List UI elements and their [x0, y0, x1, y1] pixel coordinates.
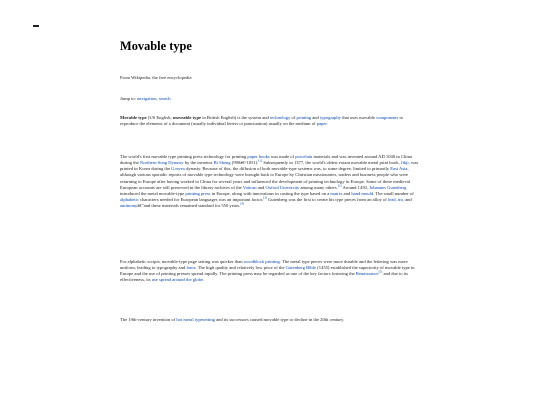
inline-link[interactable]: tin — [397, 197, 403, 203]
inline-link[interactable]: antimony — [120, 203, 138, 209]
inline-link[interactable]: hot metal typesetting — [176, 317, 215, 322]
inline-link[interactable]: hand mould — [351, 190, 374, 196]
footnote-ref-link[interactable]: [1] — [258, 158, 263, 163]
inline-link[interactable]: paper — [316, 121, 327, 127]
paragraph-decline — [120, 317, 420, 323]
inline-link[interactable]: porcelain — [295, 154, 313, 159]
text-run: and — [256, 184, 266, 190]
text-run: The 19th-century invention of — [120, 317, 177, 322]
inline-link[interactable]: matrix — [330, 190, 343, 196]
bold-term: Movable type — [120, 115, 147, 120]
text-run: and its successors caused movable type to decline in the 20th century. — [214, 317, 345, 322]
text-run: â€"and these materials remained standard for 550 years. — [137, 203, 241, 209]
text-run: of — [290, 115, 297, 120]
text-run: . — [202, 277, 205, 283]
inline-link[interactable]: technology — [269, 115, 291, 120]
inline-link[interactable]: printing press — [185, 190, 211, 196]
footnote-ref-link[interactable]: [2] — [337, 183, 342, 188]
text-run: among many others. — [299, 184, 338, 190]
text-run: The world's first movable type printing press technology for printing — [120, 154, 248, 159]
text-run: Around 1450, — [341, 184, 370, 190]
inline-link[interactable]: Gutenberg Bible — [285, 265, 317, 271]
text-run: (US English; — [146, 115, 173, 120]
inline-link[interactable]: alphabetic — [120, 197, 139, 203]
inline-link[interactable]: woodblock printing — [243, 259, 280, 264]
text-run: , and — [402, 197, 412, 203]
article-content — [120, 38, 420, 322]
paragraph-intro — [120, 115, 420, 127]
inline-link[interactable]: East Asia — [390, 166, 408, 172]
search-link[interactable]: search — [158, 96, 171, 101]
inline-link[interactable]: Renaissance — [355, 271, 379, 277]
site-tagline: From Wikipedia, the free encyclopedia — [120, 75, 192, 80]
footnote-ref-link[interactable]: [4] — [240, 201, 244, 206]
text-run: dynasty. Because of this, the diffusion of both movable-type systems was, to some degree, limited to primarily — [184, 166, 391, 172]
text-run: in Europe, along with innovations in casting the type based on a — [210, 190, 331, 196]
inline-link[interactable]: Johannes Gutenberg — [369, 184, 407, 190]
inline-link[interactable]: lead — [387, 197, 396, 203]
text-run: . — [326, 121, 328, 127]
text-run: that uses movable — [340, 115, 377, 120]
footnote-ref-link[interactable]: [3] — [263, 195, 267, 200]
text-run: introduced the metal movable-type — [120, 190, 186, 196]
text-run: was made of — [269, 154, 296, 159]
text-run: characters needed for European languages was an important factor. — [138, 197, 264, 203]
text-run: to reproduce the elements of a document (usually individual letters or punctuation) usually on the medium of — [120, 115, 404, 127]
paragraph-history — [120, 154, 420, 209]
inline-link[interactable]: components — [376, 115, 399, 120]
inline-link[interactable]: use spread around the globe — [151, 277, 203, 283]
text-run: and — [311, 115, 320, 120]
text-run: (990â€“1051). — [230, 160, 259, 166]
text-run: and — [342, 190, 352, 196]
inline-link[interactable]: Bi Sheng — [213, 160, 231, 166]
text-run: , although various sporadic reports of movable type technology were brought back to Europe by Christian missionaries, traders and business people who were returning to Europe after having worked in China for several years and influenced the development of printing technology in Europe. Some of these medieval European accounts are still preserved in the library archives of the — [120, 166, 411, 190]
text-run: and due to its effectiveness, its — [120, 271, 409, 283]
text-run: . The high quality and relatively low price of the — [195, 265, 286, 271]
inline-link[interactable]: typography — [319, 115, 341, 120]
inline-link[interactable]: Northern Song Dynasty — [139, 160, 184, 166]
text-run: in British English) is the system and — [201, 115, 270, 120]
text-run: materials and was invented around AD 1040 in China during the — [120, 154, 412, 166]
paragraph-alphabetic-scripts — [120, 259, 420, 284]
inline-link[interactable]: Oxford University — [265, 184, 300, 190]
text-run: For alphabetic scripts, movable-type page setting was quicker than — [120, 259, 244, 264]
footnote-ref-link[interactable]: [5] — [378, 269, 383, 274]
navigation-link[interactable]: navigation — [137, 96, 157, 101]
text-run: Gutenberg was the first to create his type pieces from an alloy of — [266, 197, 388, 203]
text-run: . The small number of — [373, 190, 414, 196]
top-left-dash-mark — [33, 25, 39, 27]
bold-term: moveable type — [172, 115, 202, 120]
jump-to-bar — [120, 96, 171, 102]
text-run: . The metal type pieces were more durable and the lettering was more uniform, leading to typography and — [120, 259, 408, 271]
inline-link[interactable]: paper books — [247, 154, 270, 159]
inline-link[interactable]: Goryeo — [171, 166, 185, 172]
text-run: , was printed in Korea during the — [120, 160, 419, 172]
page-title: Movable type — [120, 39, 192, 53]
text-run: , — [395, 197, 398, 203]
text-run: Subsequently in 1377, the world's oldest extant movable metal print book, — [262, 160, 401, 166]
inline-link[interactable]: printing — [296, 115, 312, 120]
jump-to-separator: , — [156, 96, 159, 101]
text-run: (1455) established the superiority of movable type in Europe and the use of printing presses spread rapidly. The printing press may be regarded as one of the key factors fostering the — [120, 265, 415, 277]
inline-link[interactable]: Jikji — [400, 160, 409, 166]
jump-to-label: Jump to: — [120, 96, 138, 101]
text-run: by the inventor — [183, 160, 214, 166]
inline-link[interactable]: fonts — [186, 265, 196, 271]
footnote-ref — [240, 202, 244, 206]
inline-link[interactable]: Vatican — [242, 184, 257, 190]
